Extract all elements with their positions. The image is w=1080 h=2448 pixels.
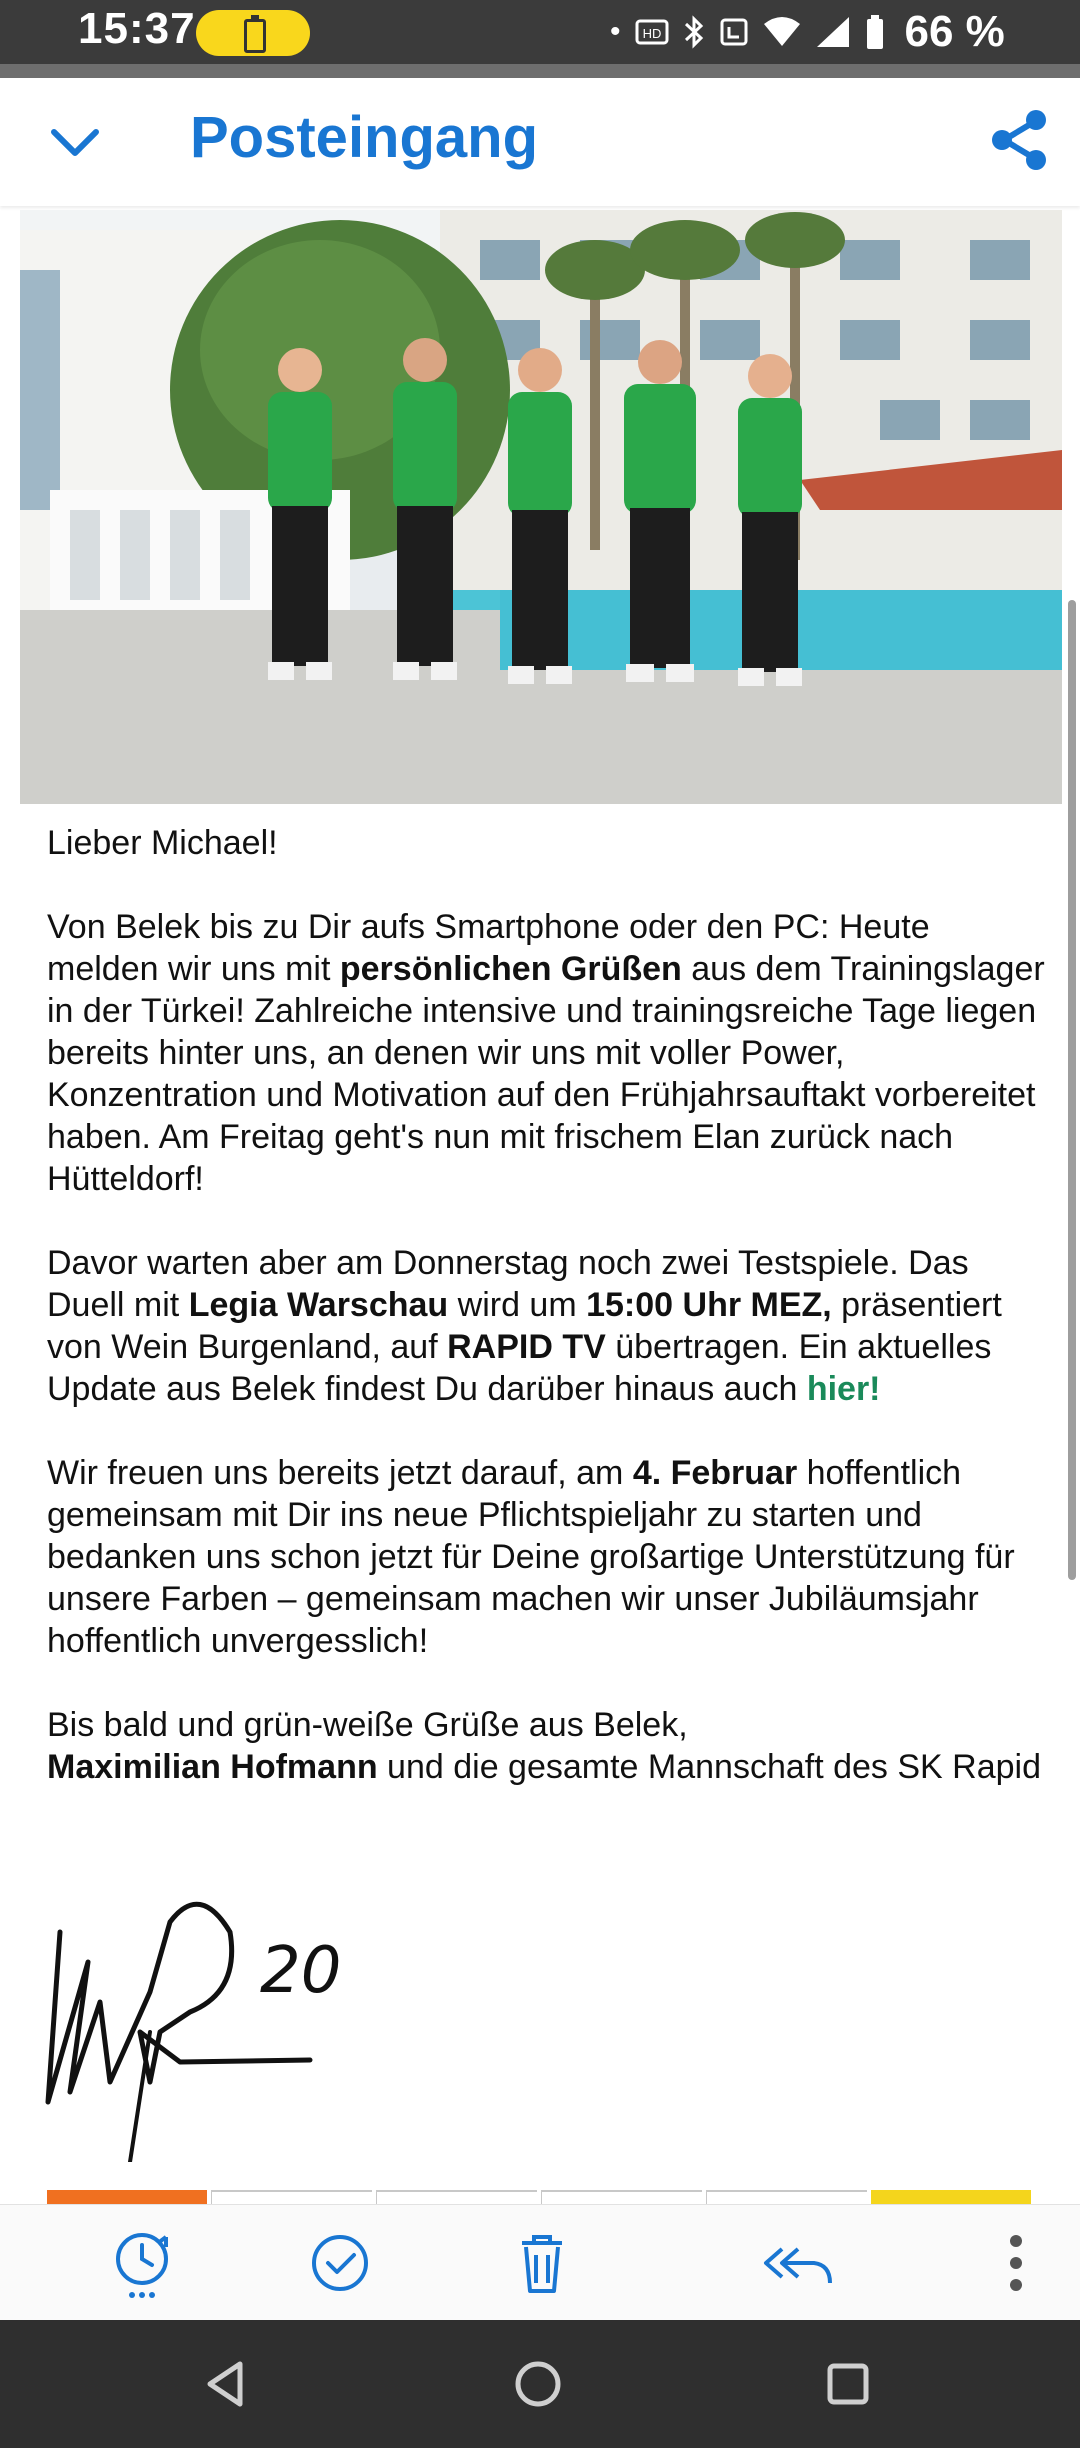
team-photo: [20, 210, 1062, 804]
sponsor-logo: [211, 2190, 372, 2204]
share-icon[interactable]: [984, 104, 1056, 176]
paragraph-2: Davor warten aber am Donnerstag noch zwei Testspiele. Das Duell mit Legia Warschau wird um 15:00 Uhr MEZ, präsentiert von Wein Burgenland, auf RAPID TV übertragen. Ein aktuelles Update aus Belek findest Du darüber hinaus auch hier!: [47, 1244, 1002, 1408]
recents-nav-icon[interactable]: [818, 2354, 878, 2414]
update-link[interactable]: hier!: [806, 1370, 881, 1408]
email-content[interactable]: [0, 206, 1064, 2204]
battery-saver-icon: [196, 10, 310, 56]
closing: Bis bald und grün-weiße Grüße aus Belek, Maximilian Hofmann und die gesamte Mannschaft des SK Rapid: [47, 1706, 1042, 1786]
dot-icon: •: [610, 15, 621, 48]
home-nav-icon[interactable]: [508, 2354, 568, 2414]
nfc-icon: [719, 17, 749, 47]
status-bar: [0, 0, 1080, 64]
greeting: Lieber Michael!: [47, 824, 278, 862]
page-title: Posteingang: [190, 105, 539, 170]
svg-text:20: 20: [260, 1934, 342, 2008]
divider: [0, 64, 1080, 78]
snooze-icon[interactable]: [104, 2225, 180, 2301]
wifi-icon: [763, 16, 801, 48]
mark-done-icon[interactable]: [302, 2225, 378, 2301]
signature: [40, 1892, 380, 2162]
hd-voice-icon: [635, 17, 669, 47]
paragraph-1: Von Belek bis zu Dir aufs Smartphone oder den PC: Heute melden wir uns mit persönlichen Grüßen aus dem Trainingslager in der Türkei! Zahlreiche intensive und trainingsreiche Tage liegen bereits hinter uns, an denen wir uns mit voller Power, Konzentration und Motivation auf den Frühjahrsauftakt vorbereitet haben. Am Freitag geht's nun mit frischem Elan zurück nach Hütteldorf!: [47, 908, 1045, 1198]
chevron-down-icon[interactable]: [40, 108, 110, 178]
sponsor-logo: [871, 2190, 1031, 2204]
sponsor-logo: [541, 2190, 702, 2204]
app-bar: [0, 78, 1080, 206]
battery-percent: 66 %: [904, 7, 1005, 56]
delete-icon[interactable]: [504, 2225, 580, 2301]
paragraph-3: Wir freuen uns bereits jetzt darauf, am 4. Februar hoffentlich gemeinsam mit Dir ins neue Pflichtspieljahr zu starten und bedanken uns schon jetzt für Deine großartige Unterstützung für unsere Farben – gemeinsam machen wir unser Jubiläumsjahr hoffentlich unvergesslich!: [47, 1454, 1015, 1660]
reply-all-icon[interactable]: [760, 2225, 836, 2301]
sponsor-logo: [47, 2190, 207, 2204]
battery-icon: [865, 14, 885, 50]
system-icons: [610, 8, 1005, 56]
more-options-icon[interactable]: [978, 2225, 1054, 2301]
email-body: [47, 822, 1047, 1830]
sponsor-strip: [47, 2190, 1035, 2204]
bluetooth-icon: [683, 15, 705, 49]
navigation-bar: [0, 2320, 1080, 2448]
sponsor-logo: [706, 2190, 867, 2204]
signal-icon: [815, 15, 851, 49]
back-nav-icon[interactable]: [196, 2354, 256, 2414]
scrollbar[interactable]: [1068, 600, 1076, 1580]
action-bar: [0, 2204, 1080, 2321]
status-time: 15:37: [78, 4, 196, 53]
svg-text:HD: HD: [642, 26, 661, 41]
sponsor-logo: [376, 2190, 537, 2204]
